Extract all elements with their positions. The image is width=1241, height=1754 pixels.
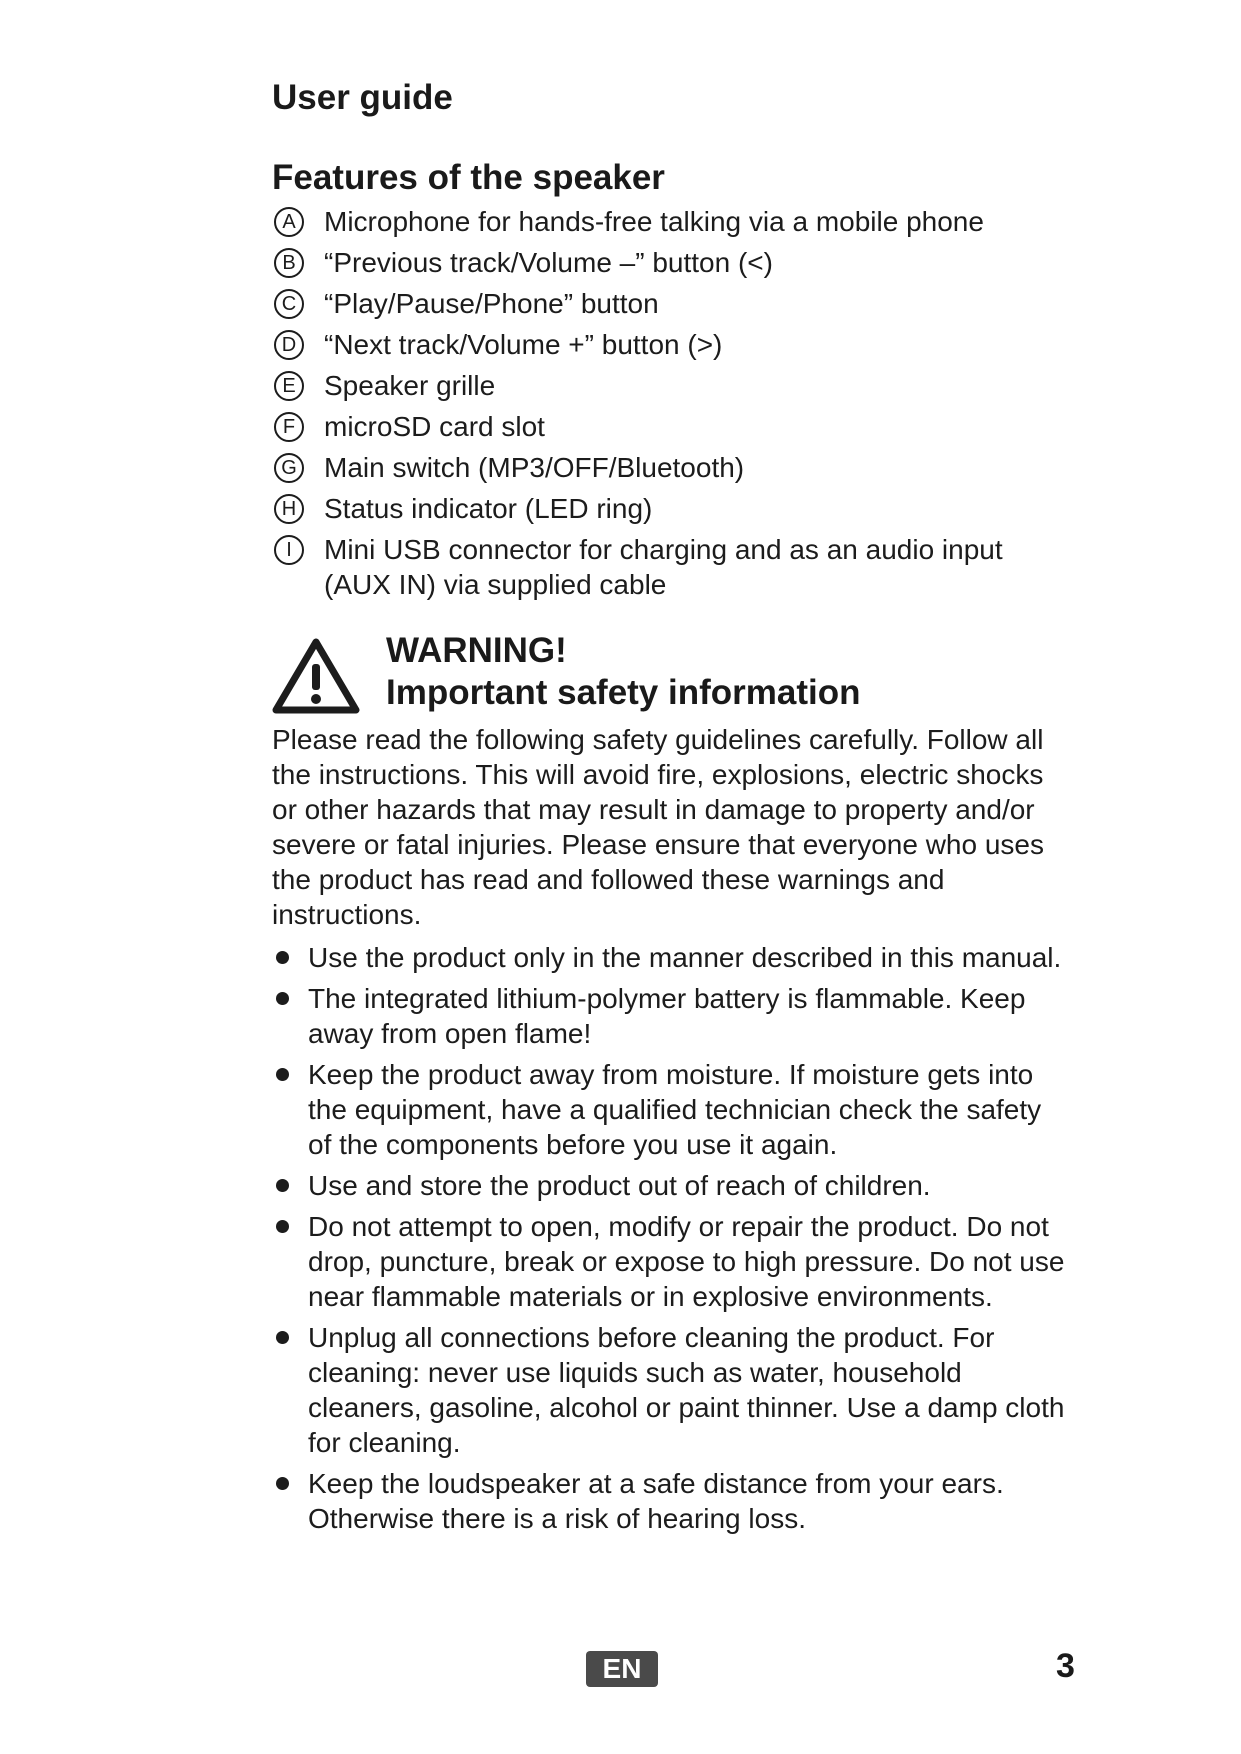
bullet-icon xyxy=(276,951,289,964)
feature-letter-b-icon: B xyxy=(274,248,304,278)
feature-letter-e-icon: E xyxy=(274,371,304,401)
feature-text: “Play/Pause/Phone” button xyxy=(324,288,659,319)
feature-item xyxy=(272,450,1072,485)
feature-item xyxy=(272,368,1072,403)
warning-title-block xyxy=(386,630,860,714)
feature-text: Speaker grille xyxy=(324,370,496,401)
feature-item xyxy=(272,286,1072,321)
feature-letter-h-icon: H xyxy=(274,494,304,524)
feature-letter-i-icon: I xyxy=(274,535,304,565)
features-list xyxy=(272,204,1072,602)
warning-subtitle: Important safety information xyxy=(386,673,861,712)
safety-bullet xyxy=(272,981,1072,1051)
page-number: 3 xyxy=(1056,1647,1075,1685)
feature-text: microSD card slot xyxy=(324,411,545,442)
safety-bullet xyxy=(272,1057,1072,1162)
feature-letter-f-icon: F xyxy=(274,412,304,442)
feature-item xyxy=(272,409,1072,444)
feature-text: “Next track/Volume +” button (>) xyxy=(324,329,723,360)
bullet-icon xyxy=(276,1179,289,1192)
feature-item xyxy=(272,327,1072,362)
bullet-icon xyxy=(276,992,289,1005)
feature-item xyxy=(272,204,1072,239)
safety-bullet-text: Use the product only in the manner described in this manual. xyxy=(308,942,1062,973)
feature-text: Main switch (MP3/OFF/Bluetooth) xyxy=(324,452,745,483)
safety-bullet-text: Keep the product away from moisture. If moisture gets into the equipment, have a qualified technician check the safety of the components before you use it again. xyxy=(308,1059,1042,1160)
bullet-icon xyxy=(276,1477,289,1490)
safety-bullet-text: Keep the loudspeaker at a safe distance from your ears. Otherwise there is a risk of hearing loss. xyxy=(308,1468,1004,1534)
page-title: User guide xyxy=(272,78,453,117)
feature-item xyxy=(272,532,1072,602)
safety-bullet xyxy=(272,1466,1072,1536)
bullet-icon xyxy=(276,1331,289,1344)
warning-triangle-icon xyxy=(272,636,360,714)
feature-letter-c-icon: C xyxy=(274,289,304,319)
feature-text: “Previous track/Volume –” button (<) xyxy=(324,247,773,278)
feature-item xyxy=(272,491,1072,526)
page-content xyxy=(272,70,1072,1542)
safety-bullet-text: Do not attempt to open, modify or repair the product. Do not drop, puncture, break or expose to high pressure. Do not use near flammable materials or in explosive environments. xyxy=(308,1211,1065,1312)
feature-text: Microphone for hands-free talking via a mobile phone xyxy=(324,206,984,237)
safety-bullet xyxy=(272,1168,1072,1203)
safety-bullet-text: Use and store the product out of reach of children. xyxy=(308,1170,931,1201)
safety-bullet xyxy=(272,940,1072,975)
features-heading: Features of the speaker xyxy=(272,158,665,197)
safety-bullet-text: The integrated lithium-polymer battery is flammable. Keep away from open flame! xyxy=(308,983,1026,1049)
bullet-icon xyxy=(276,1068,289,1081)
safety-intro: Please read the following safety guidelines carefully. Follow all the instructions. This will avoid fire, explosions, electric shocks or other hazards that may result in damage to property and/or severe or fatal injuries. Please ensure that everyone who uses the product has read and followed these warnings and instructions. xyxy=(272,724,1044,930)
safety-bullet-text: Unplug all connections before cleaning the product. For cleaning: never use liquids such as water, household cleaners, gasoline, alcohol or paint thinner. Use a damp cloth for cleaning. xyxy=(308,1322,1065,1458)
safety-bullet xyxy=(272,1209,1072,1314)
warning-header xyxy=(272,630,1072,722)
feature-item xyxy=(272,245,1072,280)
safety-bullet xyxy=(272,1320,1072,1460)
feature-text: Status indicator (LED ring) xyxy=(324,493,653,524)
feature-letter-d-icon: D xyxy=(274,330,304,360)
safety-bullet-list xyxy=(272,940,1072,1536)
feature-text: Mini USB connector for charging and as an audio input (AUX IN) via supplied cable xyxy=(324,534,1003,600)
feature-letter-a-icon: A xyxy=(274,207,304,237)
warning-title: WARNING! xyxy=(386,631,567,670)
feature-letter-g-icon: G xyxy=(274,453,304,483)
language-badge: EN xyxy=(586,1651,658,1687)
bullet-icon xyxy=(276,1220,289,1233)
